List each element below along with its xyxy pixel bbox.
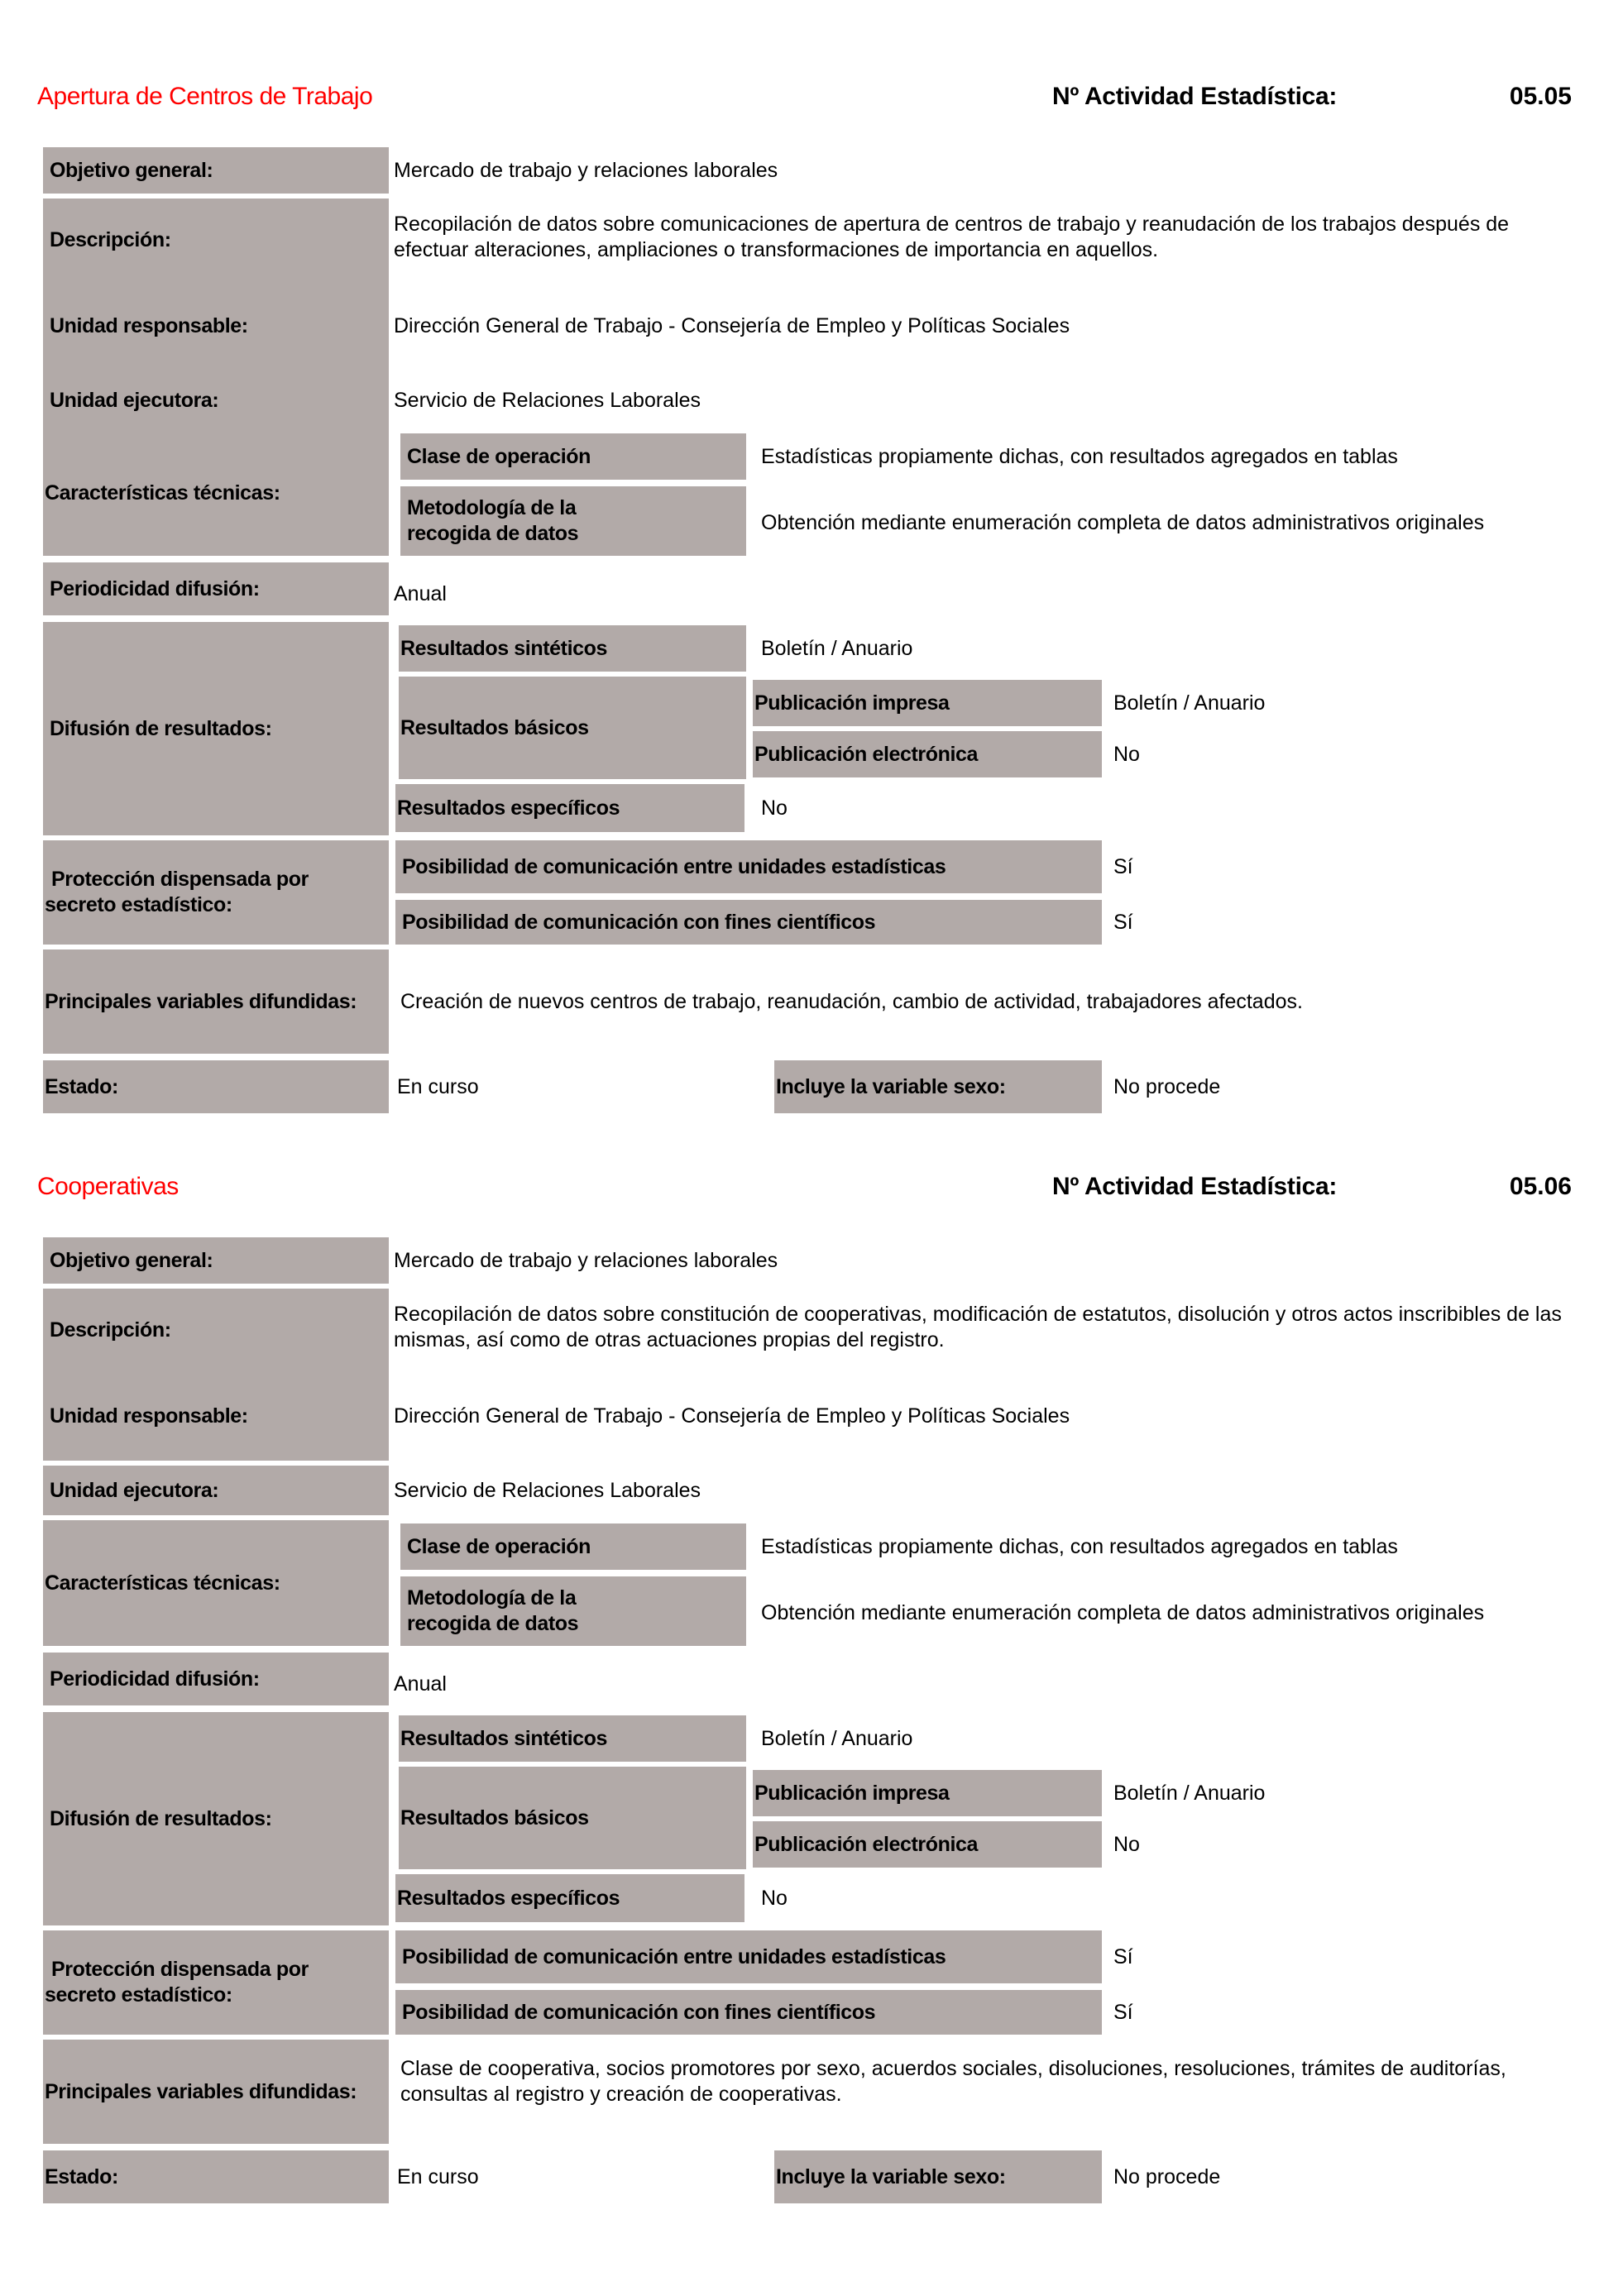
variables-value: Creación de nuevos centros de trabajo, reanudación, cambio de actividad, trabajadores afectados.: [400, 989, 1303, 1013]
descripcion-label: Descripción:: [50, 227, 171, 251]
pub-impresa-label: Publicación impresa: [753, 1770, 1102, 1816]
unidad-ejecutora-value: Servicio de Relaciones Laborales: [394, 1478, 701, 1502]
com-unidades-label: Posibilidad de comunicación entre unidades estadísticas: [395, 1930, 1102, 1983]
difusion-label: Difusión de resultados:: [43, 622, 389, 835]
metodologia-label: [400, 1576, 746, 1646]
objetivo-value: Mercado de trabajo y relaciones laborales: [394, 1248, 778, 1272]
caracteristicas-label: Características técnicas:: [43, 1520, 389, 1646]
sexo-label: Incluye la variable sexo:: [774, 2150, 1102, 2203]
clase-operacion-label: Clase de operación: [400, 433, 746, 480]
variables-label: Principales variables difundidas:: [43, 2040, 389, 2144]
periodicidad-value: Anual: [394, 581, 447, 605]
com-unidades-label: Posibilidad de comunicación entre unidades estadísticas: [395, 840, 1102, 893]
estado-label: Estado:: [43, 1060, 389, 1113]
pub-impresa-value: Boletín / Anuario: [1113, 1781, 1266, 1805]
proteccion-label-text: Protección dispensada por secreto estadístico:: [45, 868, 309, 916]
com-cientificos-value: Sí: [1113, 2000, 1133, 2024]
periodicidad-label: Periodicidad difusión:: [43, 562, 389, 615]
sexo-label: Incluye la variable sexo:: [774, 1060, 1102, 1113]
metodologia-value: Obtención mediante enumeración completa de datos administrativos originales: [761, 1600, 1485, 1624]
unidad-ejecutora-value: Servicio de Relaciones Laborales: [394, 388, 701, 412]
sexo-value: No procede: [1113, 1074, 1221, 1098]
descripcion-value: Recopilación de datos sobre comunicaciones de apertura de centros de trabajo y reanudación de los trabajos después de efectuar alteraciones, ampliaciones o transformaciones de importancia en aquellos.: [394, 213, 1510, 261]
activity-number: 05.05: [1509, 83, 1572, 110]
pub-electronica-value: No: [1113, 742, 1140, 766]
descripcion-label: Descripción:: [50, 1318, 171, 1342]
unidad-responsable-value: Dirección General de Trabajo - Consejería de Empleo y Políticas Sociales: [394, 313, 1070, 337]
periodicidad-value: Anual: [394, 1672, 447, 1696]
unidad-ejecutora-label: Unidad ejecutora:: [43, 375, 389, 425]
unidad-responsable-label: Unidad responsable:: [50, 1404, 248, 1428]
variables-label: Principales variables difundidas:: [43, 949, 389, 1054]
activity-number: 05.06: [1509, 1173, 1572, 1200]
unidad-responsable-value: Dirección General de Trabajo - Consejería de Empleo y Políticas Sociales: [394, 1404, 1070, 1428]
especificos-label: Resultados específicos: [395, 784, 744, 832]
pub-electronica-value: No: [1113, 1832, 1140, 1856]
proteccion-label: [43, 840, 389, 945]
objetivo-value: Mercado de trabajo y relaciones laborales: [394, 158, 778, 182]
sinteticos-label: Resultados sintéticos: [399, 1715, 746, 1762]
especificos-value: No: [761, 1886, 788, 1910]
com-unidades-value: Sí: [1113, 1944, 1133, 1968]
unidad-responsable-label: Unidad responsable:: [50, 313, 248, 337]
pub-electronica-label: Publicación electrónica: [753, 1821, 1102, 1868]
pub-impresa-label: Publicación impresa: [753, 680, 1102, 726]
pub-impresa-value: Boletín / Anuario: [1113, 691, 1266, 715]
activity-number-label: Nº Actividad Estadística:: [1052, 1173, 1338, 1200]
objetivo-label: Objetivo general:: [43, 147, 389, 194]
sinteticos-value: Boletín / Anuario: [761, 1726, 913, 1750]
record-sheet: [0, 1090, 1623, 2188]
metodologia-label: [400, 486, 746, 556]
metodologia-value: Obtención mediante enumeración completa de datos administrativos originales: [761, 510, 1485, 534]
difusion-label: Difusión de resultados:: [43, 1712, 389, 1925]
activity-number-label: Nº Actividad Estadística:: [1052, 83, 1338, 110]
pub-electronica-label: Publicación electrónica: [753, 731, 1102, 777]
clase-operacion-value: Estadísticas propiamente dichas, con resultados agregados en tablas: [761, 1534, 1398, 1558]
unidad-ejecutora-label: Unidad ejecutora:: [43, 1466, 389, 1515]
proteccion-label: [43, 1930, 389, 2035]
metodologia-label-text: Metodología de la recogida de datos: [407, 1586, 579, 1635]
sinteticos-label: Resultados sintéticos: [399, 625, 746, 672]
com-cientificos-value: Sí: [1113, 910, 1133, 934]
record-title: Cooperativas: [37, 1173, 179, 1200]
com-cientificos-label: Posibilidad de comunicación con fines científicos: [395, 1990, 1102, 2035]
sinteticos-value: Boletín / Anuario: [761, 636, 913, 660]
com-unidades-value: Sí: [1113, 854, 1133, 878]
proteccion-label-text: Protección dispensada por secreto estadístico:: [45, 1958, 309, 2007]
objetivo-label: Objetivo general:: [43, 1237, 389, 1284]
basicos-label: Resultados básicos: [399, 1767, 746, 1869]
sexo-value: No procede: [1113, 2164, 1221, 2188]
caracteristicas-label: Características técnicas:: [43, 430, 389, 556]
basicos-label: Resultados básicos: [399, 677, 746, 779]
periodicidad-label: Periodicidad difusión:: [43, 1653, 389, 1705]
metodologia-label-text: Metodología de la recogida de datos: [407, 496, 579, 545]
especificos-label: Resultados específicos: [395, 1874, 744, 1922]
estado-value: En curso: [397, 1074, 479, 1098]
clase-operacion-value: Estadísticas propiamente dichas, con resultados agregados en tablas: [761, 444, 1398, 468]
record-title: Apertura de Centros de Trabajo: [37, 83, 373, 110]
especificos-value: No: [761, 796, 788, 820]
record-sheet: [0, 0, 1623, 1098]
clase-operacion-label: Clase de operación: [400, 1523, 746, 1570]
descripcion-value: Recopilación de datos sobre constitución de cooperativas, modificación de estatutos, disolución y otros actos inscribibles de las mismas, así como de otras actuaciones propias del registro.: [394, 1303, 1562, 1351]
com-cientificos-label: Posibilidad de comunicación con fines científicos: [395, 900, 1102, 945]
estado-label: Estado:: [43, 2150, 389, 2203]
variables-value: Clase de cooperativa, socios promotores por sexo, acuerdos sociales, disoluciones, resoluciones, trámites de auditorías, consultas al registro y creación de cooperativas.: [400, 2057, 1506, 2106]
estado-value: En curso: [397, 2164, 479, 2188]
